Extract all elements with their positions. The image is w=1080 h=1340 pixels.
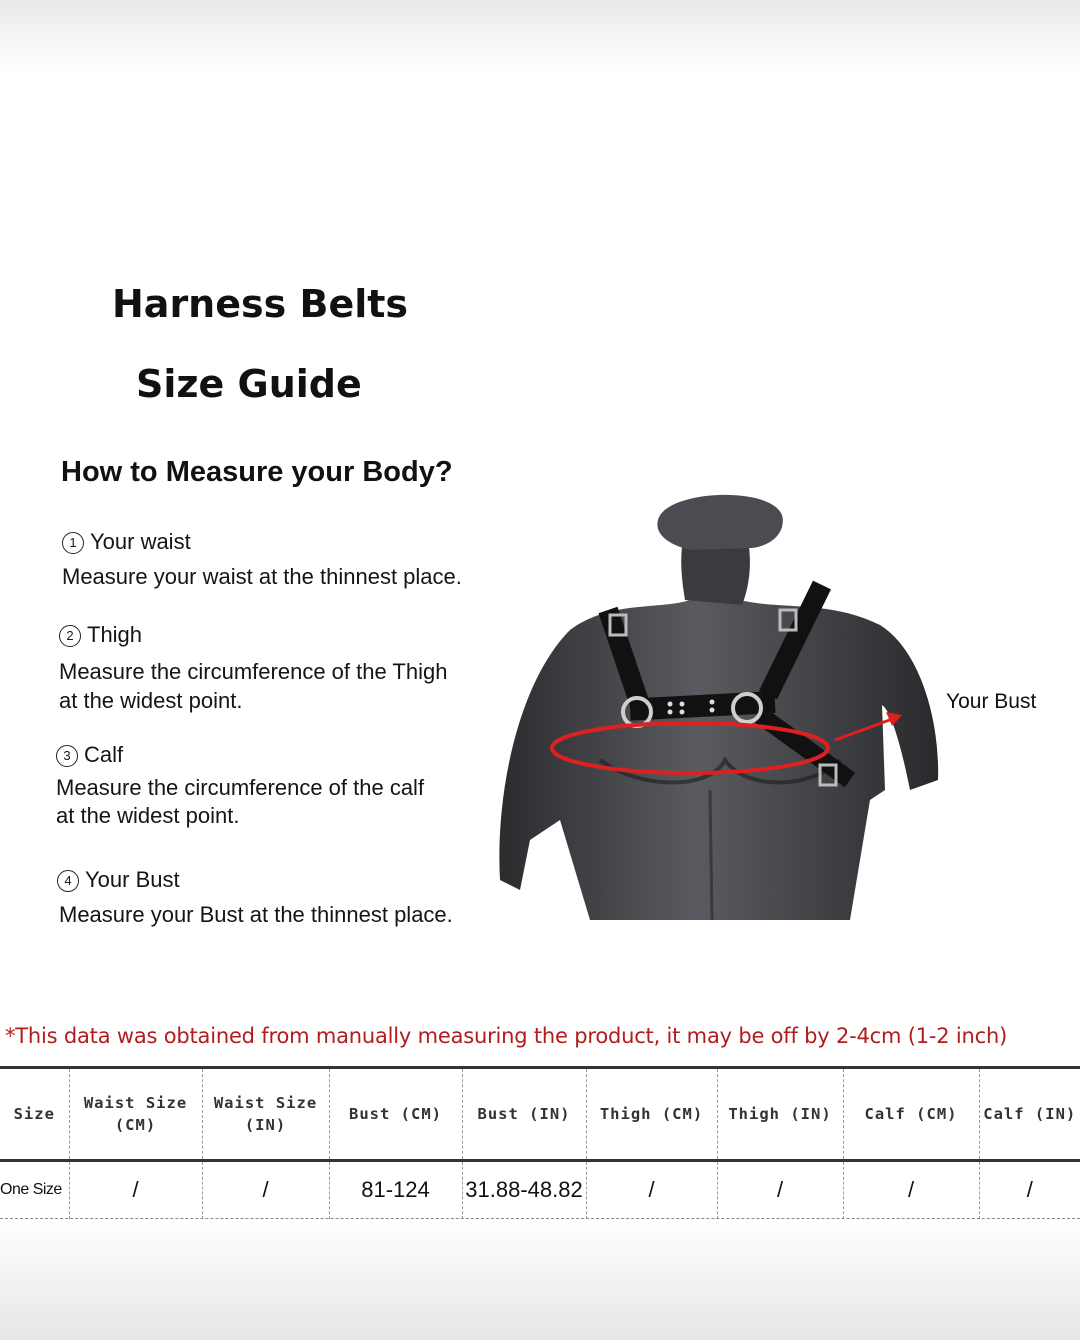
- col-header-calf-cm: Calf (CM): [843, 1068, 979, 1161]
- cell-size: One Size: [0, 1181, 62, 1199]
- step-thigh-desc-1: Measure the circumference of the Thigh: [59, 659, 448, 684]
- step-thigh-label: 2 Thigh: [59, 622, 142, 648]
- how-to-heading: How to Measure your Body?: [61, 456, 453, 488]
- col-header-thigh-in: Thigh (IN): [717, 1068, 843, 1161]
- col-header-bust-in: Bust (IN): [462, 1068, 586, 1161]
- cell-calf-cm: /: [843, 1161, 979, 1219]
- cell-bust-in: 31.88-48.82: [462, 1161, 586, 1219]
- measurement-disclaimer: *This data was obtained from manually measuring the product, it may be off by 2-4cm (1-2 inch): [5, 1024, 1008, 1048]
- step-calf-label: 3 Calf: [56, 742, 123, 768]
- step-waist-desc: Measure your waist at the thinnest place.: [62, 564, 462, 589]
- step-number-4: 4: [57, 870, 79, 892]
- bottom-fade: [0, 1220, 1080, 1340]
- table-row: [0, 1161, 1080, 1219]
- step-number-1: 1: [62, 532, 84, 554]
- col-header-thigh-cm: Thigh (CM): [586, 1068, 717, 1161]
- col-header-size: Size: [13, 1105, 55, 1123]
- bust-callout-label: Your Bust: [946, 690, 1037, 713]
- step-number-3: 3: [56, 745, 78, 767]
- table-bottom-rule: [0, 1218, 1080, 1219]
- col-header-waist-in: Waist Size (IN): [202, 1068, 329, 1161]
- table-header-row: [0, 1068, 1080, 1161]
- cell-calf-in: /: [979, 1161, 1080, 1219]
- cell-waist-cm: /: [69, 1161, 202, 1219]
- step-bust-label: 4 Your Bust: [57, 867, 180, 893]
- page-title: Harness Belts: [112, 282, 409, 326]
- step-calf-desc-2: at the widest point.: [56, 803, 240, 828]
- step-bust-desc: Measure your Bust at the thinnest place.: [59, 902, 453, 927]
- col-header-calf-in: Calf (IN): [979, 1068, 1080, 1161]
- col-header-bust-cm: Bust (CM): [329, 1068, 462, 1161]
- cell-bust-cm: 81-124: [329, 1161, 462, 1219]
- mannequin-harness-illustration: [490, 490, 940, 930]
- step-thigh-desc-2: at the widest point.: [59, 688, 243, 713]
- step-number-2: 2: [59, 625, 81, 647]
- cell-waist-in: /: [202, 1161, 329, 1219]
- top-fade: [0, 0, 1080, 70]
- size-table: [0, 1066, 1080, 1219]
- cell-thigh-in: /: [717, 1161, 843, 1219]
- page-subtitle: Size Guide: [136, 362, 362, 406]
- step-calf-desc-1: Measure the circumference of the calf: [56, 775, 425, 800]
- step-waist-label: 1 Your waist: [62, 529, 191, 555]
- cell-thigh-cm: /: [586, 1161, 717, 1219]
- col-header-waist-cm: Waist Size (CM): [69, 1068, 202, 1161]
